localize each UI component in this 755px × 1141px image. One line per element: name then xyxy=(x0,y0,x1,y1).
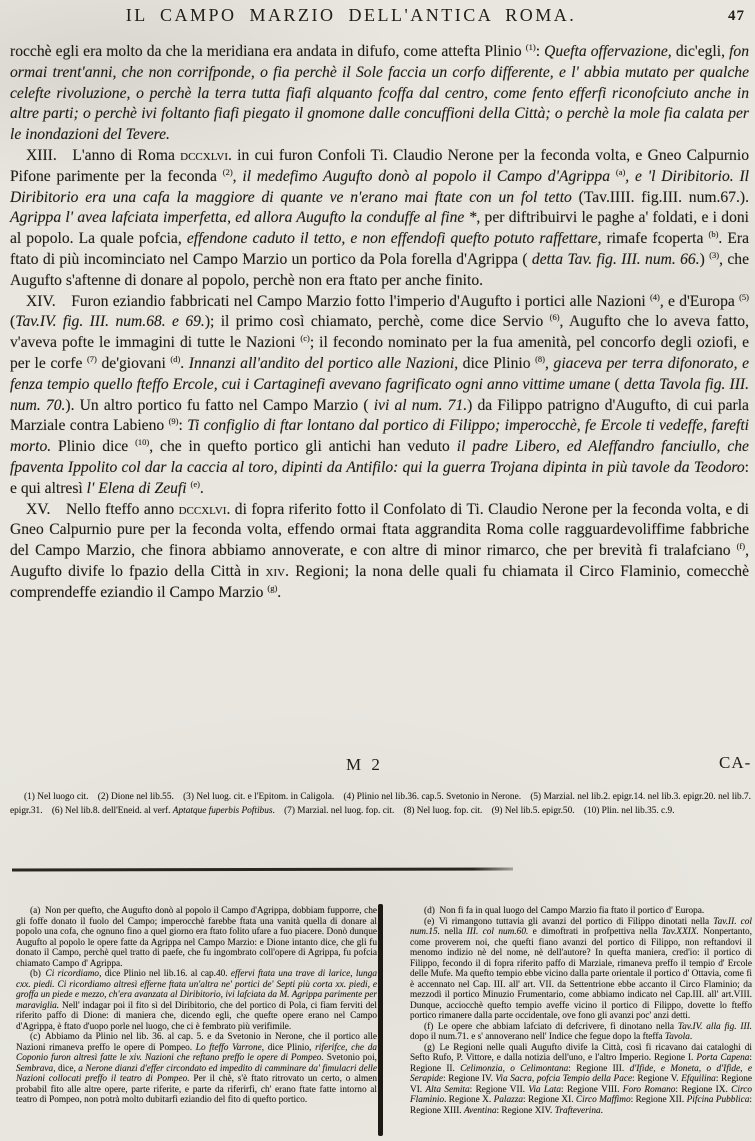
footnote-refs: (1) Nel luogo cit. (2) Dione nel lib.55. (3) Nel luog. cit. e l'Epitom. in Caligola. (4) Plinio nel lib.36. cap.5. Svetonio in Nerone. (5) Marzial. nel lib.2. epigr.14. nel lib.3. epigr.20. nel lib.7. epigr.31. (6) Nel lib.8. dell'Eneid. al verf. Aptatque fuperbis Poftibus. (7) Marzial. nel luog. fop. cit. (8) Nel luog. fop. cit. (9) Nel lib.5. epigr.50. (10) Plin. nel lib.35. c.9. xyxy=(10,792,751,816)
paragraph-xv: XV. Nello fteffo anno dccxlvi. di fopra riferito fotto il Confolato di Ti. Claudio Nerone per la feconda volta, e di Gneo Calpurnio pure per la feconda volta, effendo ormai ftata aggrandita Roma colle ragguardevoliffime fabbriche del Campo Marzio, che finora abbiamo annoverate, e con altre di minor rimarco, che per brevità fi tralafciano $^{(f)}$, Augufto divife lo fpazio della Città in xiv. Regioni; la nona delle quali fu chiamata il Circo Flaminio, comecchè comprendeffe eziandio il Campo Marzio $^{(g)}$. xyxy=(10,500,749,601)
footnote-e: (e) Vi rimangono tuttavia gli avanzi del portico di Filippo dinotati nella Tav.II. col num.15. nella III. col num.60. e dimoftrati in profpettiva nella Tav.XXIX. Nonpertanto, come proverem noi, che quefti fiano avanzi del portico di Filippo, non reftandovi il menomo indizio nè del nome, nè dell'autore? In quefta maniera, cred'io: il portico di Filippo, fecondo il di fopra riferito paffo di Marziale, rimaneva preffo il tempio d' Ercole delle Mufe. Ma quefto tempio ebbe vicino dalla parte orientale il portico d' Ottavia, come fi è accennato nel Cap. III. all' art. VII. da Settentrione ebbe accanto il Circo Flaminio; da mezzodì il portico Minuzio Frumentario, come abbiamo indicato nel Cap.III. all' art.VIII. Dunque, acciocchè quefto tempio aveffe vicino il portico di Filippo, dovette lo fteffo portico rimanere dalla parte occidentale, ove fono gli avanzi poc' anzi detti. xyxy=(410,916,753,1021)
footnote-g: (g) Le Regioni nelle quali Augufto divife la Città, così fi ricavano dai cataloghi di Sefto Rufo, P. Vittore, e dalla notizia dell'uno, e l'altro Imperio. Regione I. Porta Capena: Regione II. Celimonzia, o Celimontana: Regione III. d'Ifide, e Moneta, o d'Ifide, e Serapide: Regione IV. Via Sacra, pofcia Tempio della Pace: Regione V. Efquilina: Regione VI. Alta Semita: Regione VII. Via Lata: Regione VIII. Foro Romano: Regione IX. Circo Flaminio. Regione X. Palazza: Regione XI. Circo Maffimo: Regione XII. Pifcina Pubblica: Regione XIII. Aventina: Regione XIV. Trafteverina. xyxy=(410,1042,753,1116)
footnote-d: (d) Non fi fa in qual luogo del Campo Marzio fia ftato il portico d' Europa. xyxy=(424,906,705,916)
footnote-a: (a) Non per quefto, che Augufto donò al popolo il Campo d'Agrippa, dobbiam fupporre, che gli foffe donato il fuolo del Campo; imperocchè farebbe ftata una vanità quella di donare al popolo una cofa, che ognuno fino a quel giorno era ftato folito ufare a fuo piacere. Donò dunque Augufto al popolo le opere fatte da Agrippa nel Campo Marzio: e Dione intanto dice, che gli fu donato il Campo, perchè quel tratto di paefe, che fu ingombrato coll'opere di Agrippa, fu pofcia chiamato Campo d' Agrippa. xyxy=(16,906,377,969)
main-text xyxy=(10,42,749,604)
footnote-columns xyxy=(0,902,755,1139)
paragraph-intro: rocchè egli era molto da che la meridiana era andata in difufo, come attefta Plinio $^{(1)}$: Quefta offervazione, dic'egli, fon ormai trent'anni, che non corrifponde, o fia perchè il Sole faccia un corfo differente, e l' abbia mutato per qualche celefte rivoluzione, o perchè la terra tutta fiafi alquanto fcoffa dal centro, come fento efferfi riconofciuto anche in altre parti; o perchè ivi foltanto fiafi piegato il gnomone dalle concuffioni della Città; o perchè la mole fia calata per le inondazioni del Tevere. xyxy=(10,41,750,144)
footnote-c: (c) Abbiamo da Plinio nel lib. 36. al cap. 5. e da Svetonio in Nerone, che il portico alle Nazioni rimaneva preffo le opere di Pompeo. Lo fteffo Varrone, dice Plinio, riferifce, che da Coponio furon altresì fatte le xiv. Nazioni che reftano preffo le opere di Pompeo. Svetonio poi, Sembrava, dice, a Nerone dianzi d'effer circondato ed impedito di camminare da' fimulacri delle Nazioni collocati preffo il teatro di Pompeo. Per il chè, s'è ftato ritrovato un certo, o almen probabil fito alle altre opere, parte riferite, e parte da riferirfi, ch' erano ftate fatte intorno al teatro di Pompeo, non potrà molto dubitarfi eziandio del fito di quefto portico. xyxy=(16,1032,378,1105)
footnote-rule xyxy=(12,867,513,871)
footnotes-right-column xyxy=(410,906,752,1116)
page-number: 47 xyxy=(728,8,745,24)
footnote-b: (b) Ci ricordiamo, dice Plinio nel lib.16. al cap.40. effervi ftata una trave di larice, lunga cxx. piedi. Ci ricordiamo altresì efferne ftata un'altra ne' portici de' Septi più corta xx. piedi, e groffa un piede e mezzo, ch'era avanzata al Diribitorio, ivi lafciata da M. Agrippa parimente per maraviglia. Nell' indagar poi il fito sì del Diribitorio, che del portico di Pola, ci fiam ferviti del riferito paffo di Dione: di maniera che, dicendo egli, che quefte opere erano nel Campo d'Agrippa, è ftato d'uopo porle nel luogo, che ci è fembrato più verifimile. xyxy=(16,969,378,1032)
column-divider xyxy=(378,904,383,1136)
catchword: CA- xyxy=(719,753,752,772)
paragraph-xiv: XIV. Furon eziandio fabbricati nel Campo Marzio fotto l'imperio d'Augufto i portici alle Nazioni $^{(4)}$, e d'Europa $^{(5)}$ (Tav.IV. fig. III. num.68. e 69.); il primo così chiamato, perchè, come dice Servio $^{(6)}$, Augufto che lo aveva fatto, v'aveva pofte le immagini di tutte le Nazioni $^{(c)}$; il fecondo nominato per la fua amenità, pel concorfo degli oziofi, e per le corfe $^{(7)}$ de'giovani $^{(d)}$. Innanzi all'andito del portico alle Nazioni, dice Plinio $^{(8)}$, giaceva per terra difonorato, e fenza tempio quello fteffo Ercole, cui i Cartaginefi avevano fagrificato ogni anno vittime umane ( detta Tavola fig. III. num. 70.). Un altro portico fu fatto nel Campo Marzio ( ivi al num. 71.) da Filippo patrigno d'Augufto, di cui parla Marziale contra Labieno $^{(9)}$: Ti configlio di ftar lontano dal portico di Filippo; imperocchè, fe Ercole ti vedeffe, farefti morto. Plinio dice $^{(10)}$, che in quefto portico gli antichi han veduto il padre Libero, ed Aleffandro fanciullo, che fpaventa Ippolito col dar la caccia al toro, dipinti da Antifilo: qui la guerra Trojana dipinta in più tavole da Teodoro: e qui altresì l' Elena di Zeufi $^{(e)}$. xyxy=(10,291,750,497)
signature-mark: M 2 xyxy=(346,755,383,774)
footnote-f: (f) Le opere che abbiam lafciato di defcrivere, fi dinotano nella Tav.IV. alla fig. III. dopo il num.71. e s' annoverano nell' Indice che fegue dopo la fteffa Tavola. xyxy=(410,1021,753,1042)
footnotes-left-column xyxy=(16,906,377,1106)
page-title: IL CAMPO MARZIO DELL'ANTICA ROMA. xyxy=(125,5,577,25)
paragraph-xiii: XIII. L'anno di Roma dccxlvi. in cui furon Confoli Ti. Claudio Nerone per la feconda volta, e Gneo Calpurnio Pifone parimente per la feconda $^{(2)}$, il medefimo Augufto donò al popolo il Campo d'Agrippa $^{(a)}$, e 'l Diribitorio. Il Diribitorio era una cafa la maggiore di quante ve n'erano mai ftate con un fol tetto (Tav.IIII. fig.III. num.67.). Agrippa l' avea lafciata imperfetta, ed allora Augufto la conduffe al fine *, per diftribuirvi le paghe a' foldati, e i doni al popolo. La quale pofcia, effendone caduto il tetto, e non effendofi quefto potuto raffettare, rimafe fcoperta $^{(b)}$. Era ftato di più incominciato nel Campo Marzio un portico da Pola forella d'Agrippa ( detta Tav. fig. III. num. 66.) $^{(3)}$, che Augufto s'aftenne di donare al popolo, perchè non era ftato per anche finito. xyxy=(10,146,749,289)
